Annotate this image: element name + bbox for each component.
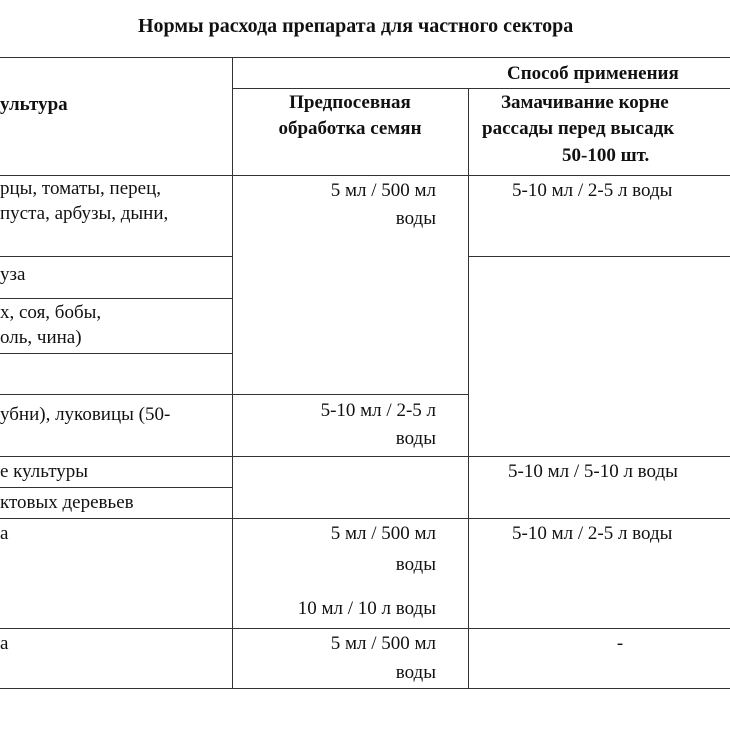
row-7-seed-line1: 5 мл / 500 мл <box>330 523 436 544</box>
row-divider-1 <box>0 256 233 257</box>
root-header-line1: Замачивание корне <box>501 92 669 113</box>
col-divider-seed <box>468 88 469 689</box>
page-title: Нормы расхода препарата для частного сектора <box>138 15 574 37</box>
row-5-culture: е культуры <box>0 461 89 482</box>
row-2-culture-line1: х, соя, бобы, <box>0 302 102 323</box>
row-5-root: 5-10 мл / 5-10 л воды <box>508 461 678 482</box>
seed-header-line2: обработка семян <box>278 118 422 139</box>
seed-header-line1: Предпосевная <box>289 92 411 113</box>
row-4-seed-line2: воды <box>395 428 436 449</box>
culture-header: ультура <box>0 94 68 115</box>
row-divider-4 <box>0 394 468 395</box>
row-divider-3 <box>0 353 233 354</box>
row-0-culture-line2: пуста, арбузы, дыни, <box>0 203 169 224</box>
row-7-culture: а <box>0 523 9 544</box>
table-top-border <box>0 57 730 58</box>
row-6-culture: ктовых деревьев <box>0 492 134 513</box>
table-bottom-border <box>0 688 730 689</box>
row-divider-1-root <box>468 256 730 257</box>
row-8-seed-line2: воды <box>395 662 436 683</box>
row-4-culture: убни), луковицы (50- <box>0 404 171 425</box>
col-divider-culture <box>232 57 233 689</box>
row-0-seed-line2: воды <box>395 208 436 229</box>
root-header-line2: рассады перед высадк <box>482 118 675 139</box>
row-1-culture: уза <box>0 264 26 285</box>
method-header: Способ применения <box>507 63 679 84</box>
row-0-culture-line1: рцы, томаты, перец, <box>0 178 161 199</box>
header-bottom-border <box>0 175 730 176</box>
row-divider-2 <box>0 298 233 299</box>
row-0-root: 5-10 мл / 2-5 л воды <box>512 180 673 201</box>
row-4-seed-line1: 5-10 мл / 2-5 л <box>320 400 436 421</box>
row-divider-5 <box>0 456 730 457</box>
row-8-culture: а <box>0 633 9 654</box>
row-7-root: 5-10 мл / 2-5 л воды <box>512 523 673 544</box>
row-7-seed-line3: 10 мл / 10 л воды <box>297 598 436 619</box>
method-header-divider <box>233 88 730 89</box>
row-7-seed-line2: воды <box>395 554 436 575</box>
row-divider-8 <box>0 628 730 629</box>
row-divider-6 <box>0 487 233 488</box>
root-header-line3: 50-100 шт. <box>562 145 650 166</box>
row-8-seed-line1: 5 мл / 500 мл <box>330 633 436 654</box>
row-2-culture-line2: оль, чина) <box>0 327 82 348</box>
row-8-root: - <box>616 633 624 654</box>
row-divider-7 <box>0 518 730 519</box>
row-0-seed-line1: 5 мл / 500 мл <box>330 180 436 201</box>
